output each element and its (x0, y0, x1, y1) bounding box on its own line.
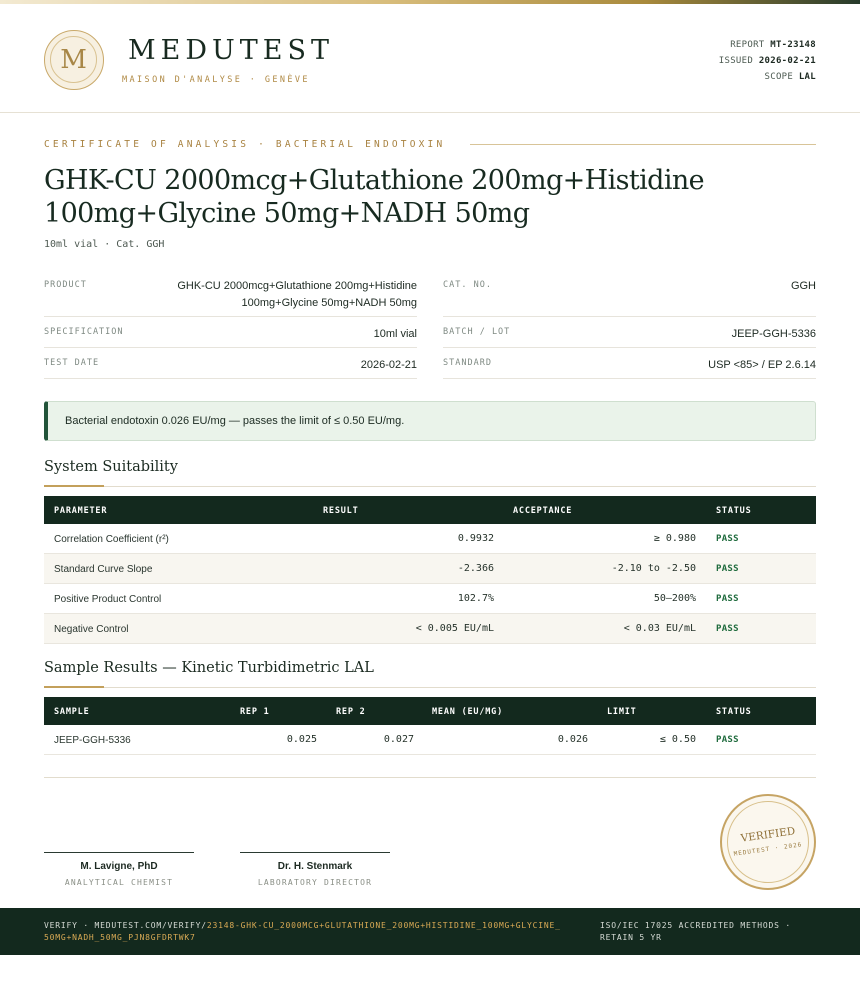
verify-prefix: VERIFY · MEDUTEST.COM/VERIFY/ (44, 921, 207, 930)
brand-logo (44, 30, 104, 90)
param-acceptance: -2.10 to -2.50 (611, 563, 696, 574)
verified-seal (720, 794, 816, 890)
verify-line (44, 920, 564, 944)
info-label: PRODUCT (44, 280, 87, 290)
signatory-role: LABORATORY DIRECTOR (257, 878, 373, 887)
status-badge: PASS (716, 564, 739, 574)
info-label: TEST DATE (44, 358, 100, 368)
info-cat-no (443, 276, 816, 317)
mean-value: 0.026 (557, 734, 588, 745)
col-mean: MEAN (EU/MG) (432, 707, 504, 717)
info-value: USP <85> / EP 2.6.14 (708, 359, 816, 371)
sample-results-title: Sample Results — Kinetic Turbidimetric LAL (44, 660, 374, 676)
limit-value: ≤ 0.50 (659, 734, 696, 745)
col-sample: SAMPLE (54, 707, 90, 717)
results-end-divider (44, 777, 816, 778)
col-status: STATUS (716, 506, 752, 516)
sample-id: JEEP-GGH-5336 (54, 735, 131, 746)
info-product (44, 276, 417, 317)
status-badge: PASS (716, 735, 739, 745)
rep2-value: 0.027 (383, 734, 414, 745)
param-name: Standard Curve Slope (54, 564, 153, 575)
info-value: 10ml vial (373, 328, 417, 340)
issued-date: ISSUED 2026-02-21 (718, 56, 816, 66)
status-badge: PASS (716, 534, 739, 544)
sample-header-row (44, 697, 816, 725)
param-acceptance: ≥ 0.980 (653, 533, 696, 544)
param-result: < 0.005 EU/mL (415, 623, 494, 634)
product-title: GHK-CU 2000mcg+Glutathione 200mg+Histidine 100mg+Glycine 50mg+NADH 50mg (44, 165, 705, 229)
param-name: Negative Control (54, 624, 129, 635)
col-acceptance: ACCEPTANCE (513, 506, 573, 516)
info-label: BATCH / LOT (443, 327, 511, 337)
signature-line (44, 852, 194, 853)
info-label: CAT. NO. (443, 280, 492, 290)
table-row (44, 614, 816, 644)
col-limit: LIMIT (607, 707, 637, 717)
status-badge: PASS (716, 594, 739, 604)
verify-link[interactable]: 23148-GHK-CU_2000MCG+GLUTATHIONE_200MG+HISTIDINE_100MG+GLYCINE_50MG+NADH_50MG_PJN8GFDRTWK7 (44, 921, 561, 942)
report-number: REPORT MT-23148 (730, 40, 816, 50)
param-result: 102.7% (457, 593, 494, 604)
certificate-eyebrow: CERTIFICATE OF ANALYSIS · BACTERIAL ENDOTOXIN (44, 139, 446, 150)
param-name: Positive Product Control (54, 594, 162, 605)
param-result: -2.366 (457, 563, 494, 574)
seal-text: VERIFIED (740, 825, 796, 845)
col-result: RESULT (323, 506, 359, 516)
col-status: STATUS (716, 707, 752, 717)
info-specification (44, 324, 417, 348)
signature-line (240, 852, 390, 853)
info-batch (443, 324, 816, 348)
scope: SCOPE LAL (764, 72, 816, 82)
info-label: SPECIFICATION (44, 327, 124, 337)
signatory-role: ANALYTICAL CHEMIST (64, 878, 174, 887)
report-meta (719, 37, 816, 85)
rep1-value: 0.025 (286, 734, 317, 745)
info-value: GGH (790, 280, 816, 292)
param-result: 0.9932 (457, 533, 494, 544)
info-label: STANDARD (443, 358, 492, 368)
footer (0, 908, 860, 955)
suitability-rule (44, 486, 816, 487)
seal-subtext: MEDUTEST · 2026 (733, 841, 803, 858)
eyebrow-divider (470, 144, 816, 145)
suitability-title: System Suitability (44, 459, 178, 475)
sample-results-accent (44, 686, 104, 688)
col-rep1: REP 1 (240, 707, 270, 717)
param-name: Correlation Coefficient (r²) (54, 534, 169, 545)
brand-tagline: MAISON D'ANALYSE · GENÈVE (122, 75, 310, 85)
table-row (44, 725, 816, 755)
table-row (44, 554, 816, 584)
info-value: JEEP-GGH-5336 (731, 328, 816, 340)
param-acceptance: 50–200% (653, 593, 696, 604)
sample-results-rule (44, 687, 816, 688)
signatory-name: Dr. H. Stenmark (277, 861, 353, 872)
suitability-header-row (44, 496, 816, 524)
verdict-text: Bacterial endotoxin 0.026 EU/mg — passes the limit of ≤ 0.50 EU/mg. (65, 415, 405, 427)
suitability-accent (44, 485, 104, 487)
brand-monogram: M (50, 36, 97, 83)
param-acceptance: < 0.03 EU/mL (623, 623, 696, 634)
info-test-date (44, 355, 417, 379)
signatory-name: M. Lavigne, PhD (80, 861, 158, 872)
accreditation-note: ISO/IEC 17025 ACCREDITED METHODS · RETAIN 5 YR (600, 921, 791, 942)
info-value: GHK-CU 2000mcg+Glutathione 200mg+Histidine 100mg+Glycine 50mg+NADH 50mg (177, 280, 417, 309)
header-divider (0, 112, 860, 113)
top-accent-bar (0, 0, 860, 4)
col-parameter: PARAMETER (54, 506, 108, 516)
col-rep2: REP 2 (336, 707, 366, 717)
status-badge: PASS (716, 624, 739, 634)
product-subtitle: 10ml vial · Cat. GGH (44, 239, 165, 250)
table-row (44, 584, 816, 614)
info-value: 2026-02-21 (360, 359, 417, 371)
table-row (44, 524, 816, 554)
brand-name: MEDUTEST (128, 35, 334, 66)
verdict-banner (44, 401, 816, 441)
info-standard (443, 355, 816, 379)
